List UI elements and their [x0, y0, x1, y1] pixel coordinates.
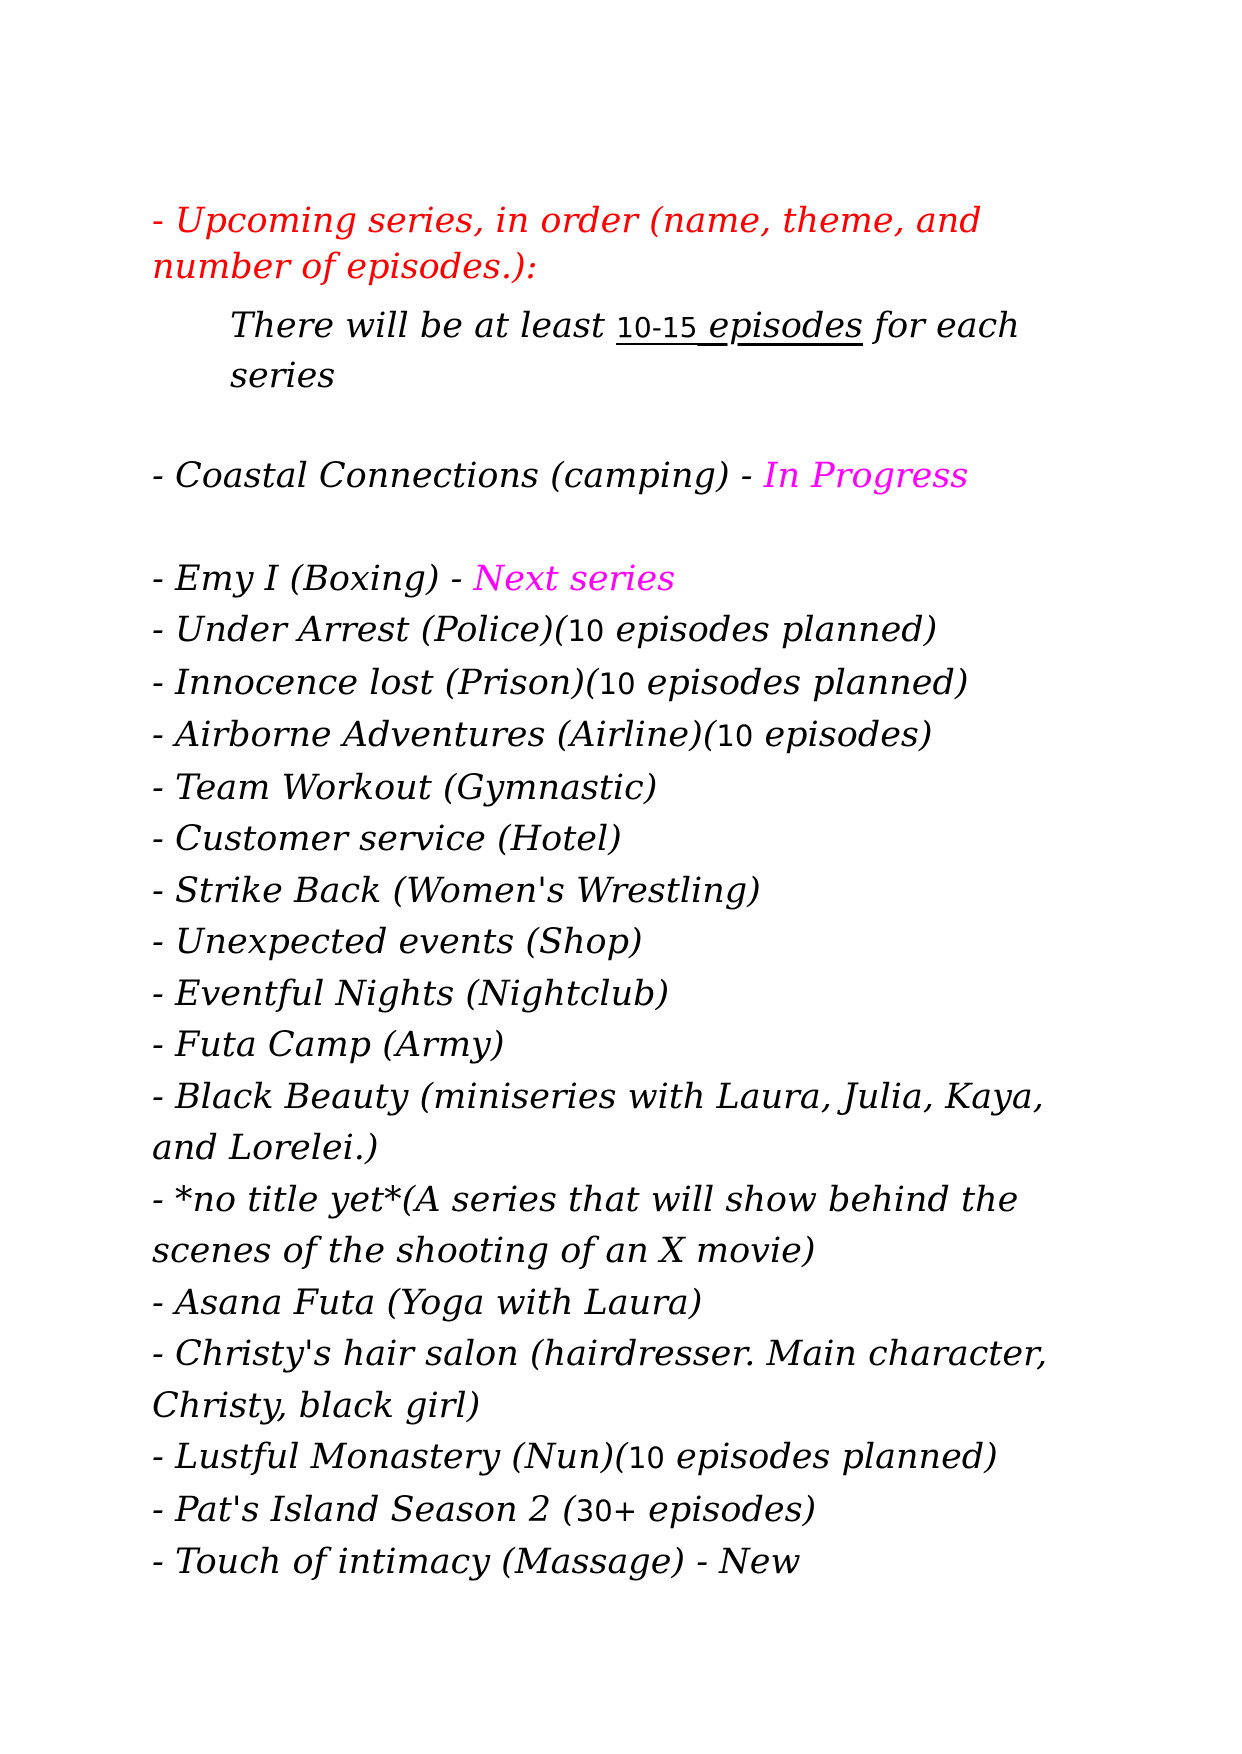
upcoming-series-heading: - Upcoming series, in order (name, theme, and number of episodes.):: [152, 201, 982, 287]
in-progress-status: In Progress: [763, 456, 969, 496]
series-item-label: - Pat's Island Season 2 (: [152, 1489, 576, 1530]
series-item-lustful-monastery: [152, 1432, 1092, 1485]
document-content: [152, 198, 1092, 1589]
episode-count: 10: [627, 1441, 665, 1475]
series-item-no-title-yet: - *no title yet*(A series that will show behind the scenes of the shooting of an X movie): [152, 1179, 1019, 1271]
series-item-asana-futa: - Asana Futa (Yoga with Laura): [152, 1282, 703, 1323]
episodes-note-after: for each series: [230, 306, 1020, 396]
series-item-touch-of-intimacy: - Touch of intimacy (Massage) - New: [152, 1542, 801, 1582]
episodes-note-word: episodes: [708, 306, 864, 346]
series-item-christys-hair-salon: - Christy's hair salon (hairdresser. Main character, Christy, black girl): [152, 1334, 1048, 1426]
episodes-note-range: 10-15: [616, 311, 698, 344]
episode-count: 10: [598, 666, 636, 701]
series-item-futa-camp: - Futa Camp (Army): [152, 1025, 505, 1065]
episodes-note-space: [697, 306, 708, 346]
series-item-unexpected-events: - Unexpected events (Shop): [152, 922, 643, 962]
series-item-suffix: episodes planned): [664, 1437, 998, 1477]
series-item-suffix: episodes planned): [635, 662, 969, 703]
series-item-airborne-adventures: [152, 710, 1092, 763]
series-item-pats-island: [152, 1485, 1092, 1538]
series-item-black-beauty: - Black Beauty (miniseries with Laura, Julia, Kaya, and Lorelei.): [152, 1076, 1044, 1168]
spacer: [152, 400, 1092, 451]
series-item-label: - Under Arrest (Police)(: [152, 610, 568, 650]
series-item-label: - Lustful Monastery (Nun)(: [152, 1437, 628, 1477]
series-item-suffix: episodes): [637, 1489, 817, 1530]
series-item-suffix: episodes planned): [604, 610, 938, 650]
series-item-team-workout: - Team Workout (Gymnastic): [152, 767, 658, 808]
episode-count: 10: [567, 614, 605, 648]
episode-count: 30+: [575, 1493, 637, 1528]
episodes-note-before: There will be at least: [230, 306, 617, 346]
series-item-customer-service: - Customer service (Hotel): [152, 819, 622, 859]
episodes-note: [230, 302, 1092, 400]
next-series-status: Next series: [473, 558, 676, 599]
series-item-under-arrest: [152, 605, 1092, 658]
series-item-label: - Airborne Adventures (Airline)(: [152, 715, 717, 755]
series-item-emy-i: [152, 554, 1092, 606]
series-item-label: - Coastal Connections (camping) -: [152, 456, 764, 496]
series-item-eventful-nights: - Eventful Nights (Nightclub): [152, 973, 670, 1014]
series-item-innocence-lost: [152, 658, 1092, 711]
series-item-coastal-connections: [152, 451, 1092, 503]
series-item-label: - Emy I (Boxing) -: [152, 558, 474, 599]
series-item-label: - Innocence lost (Prison)(: [152, 662, 599, 703]
episode-count: 10: [716, 719, 754, 753]
series-item-strike-back: - Strike Back (Women's Wrestling): [152, 870, 761, 911]
spacer: [152, 503, 1092, 554]
series-item-suffix: episodes): [753, 715, 933, 755]
